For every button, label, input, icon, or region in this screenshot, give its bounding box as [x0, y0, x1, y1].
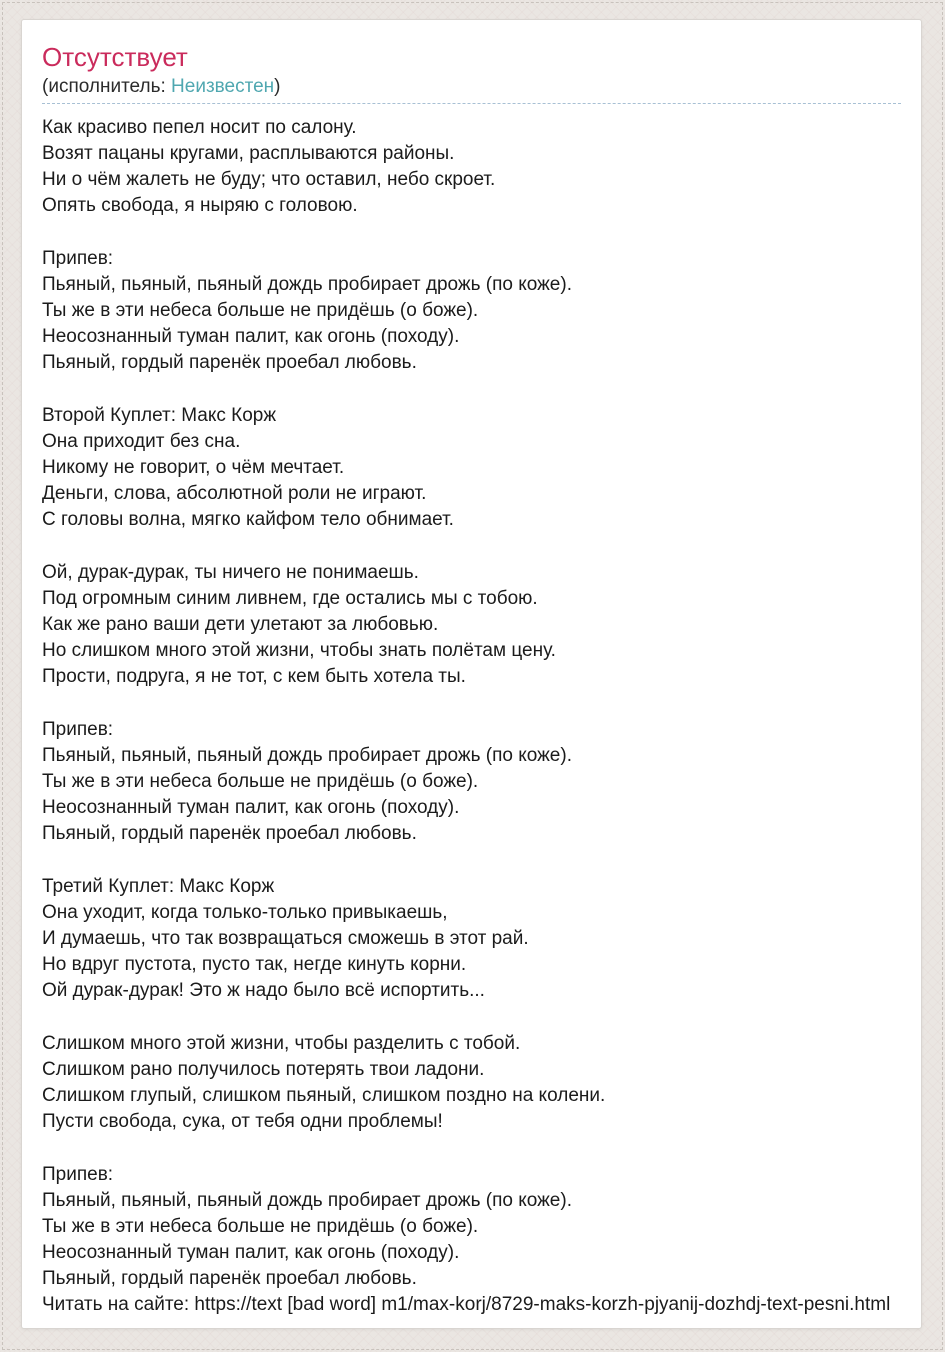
- lyrics-block-verse3b: [42, 1031, 901, 1135]
- lyrics-line: Неосознанный туман палит, как огонь (походу).: [42, 326, 460, 347]
- header-separator: [42, 103, 901, 104]
- lyrics-line: Ой дурак-дурак! Это ж надо было всё испортить...: [42, 980, 485, 1001]
- lyrics-line: Но слишком много этой жизни, чтобы знать полётам цену.: [42, 640, 556, 661]
- lyrics-line: Пьяный, пьяный, пьяный дождь пробирает дрожь (по коже).: [42, 745, 572, 766]
- lyrics-line: Возят пацаны кругами, расплываются районы.: [42, 143, 455, 164]
- lyrics-line: Опять свобода, я ныряю с головою.: [42, 195, 358, 216]
- lyrics-line: Деньги, слова, абсолютной роли не играют.: [42, 483, 427, 504]
- lyrics-line: Ой, дурак-дурак, ты ничего не понимаешь.: [42, 562, 419, 583]
- lyrics-line: Ты же в эти небеса больше не придёшь (о боже).: [42, 1216, 479, 1237]
- lyrics-block-chorus1: [42, 246, 901, 376]
- lyrics-line: Но вдруг пустота, пусто так, негде кинуть корни.: [42, 954, 467, 975]
- lyrics-block-chorus2: [42, 717, 901, 847]
- artist-link[interactable]: Неизвестен: [171, 76, 275, 97]
- lyrics-line: Как же рано ваши дети улетают за любовью.: [42, 614, 439, 635]
- lyrics-line: Пьяный, гордый паренёк проебал любовь.: [42, 1268, 417, 1289]
- lyrics-line: Неосознанный туман палит, как огонь (походу).: [42, 797, 460, 818]
- lyrics-block-verse2: [42, 403, 901, 533]
- lyrics-line: Никому не говорит, о чём мечтает.: [42, 457, 345, 478]
- lyrics-line: Ты же в эти небеса больше не придёшь (о боже).: [42, 300, 479, 321]
- lyrics-line: Прости, подруга, я не тот, с кем быть хотела ты.: [42, 666, 466, 687]
- artist-label-suffix: ): [274, 76, 281, 97]
- lyrics-line: Она уходит, когда только-только привыкаешь,: [42, 902, 448, 923]
- lyrics-line: Третий Куплет: Макс Корж: [42, 876, 275, 897]
- content-card: [21, 19, 922, 1329]
- lyrics-line: Припев:: [42, 719, 114, 740]
- page-title: Отсутствует: [42, 42, 188, 72]
- lyrics-block-verse3: [42, 874, 901, 1004]
- lyrics: [42, 115, 901, 1318]
- lyrics-line: Пьяный, гордый паренёк проебал любовь.: [42, 352, 417, 373]
- lyrics-line: Слишком рано получилось потерять твои ладони.: [42, 1059, 485, 1080]
- lyrics-line: Припев:: [42, 248, 114, 269]
- lyrics-line: Под огромным синим ливнем, где остались мы с тобою.: [42, 588, 538, 609]
- lyrics-line: С головы волна, мягко кайфом тело обнимает.: [42, 509, 454, 530]
- lyrics-line: Она приходит без сна.: [42, 431, 241, 452]
- lyrics-line: Ни о чём жалеть не буду; что оставил, небо скроет.: [42, 169, 496, 190]
- lyrics-block-verse1: [42, 115, 901, 219]
- lyrics-line: Второй Куплет: Макс Корж: [42, 405, 277, 426]
- lyrics-line: И думаешь, что так возвращаться сможешь в этот рай.: [42, 928, 529, 949]
- lyrics-line: Пьяный, гордый паренёк проебал любовь.: [42, 823, 417, 844]
- lyrics-line: Пьяный, пьяный, пьяный дождь пробирает дрожь (по коже).: [42, 1190, 572, 1211]
- lyrics-block-verse2b: [42, 560, 901, 690]
- lyrics-line: Неосознанный туман палит, как огонь (походу).: [42, 1242, 460, 1263]
- read-on-site-line: Читать на сайте: https://text [bad word] m1/max-korj/8729-maks-korzh-pjyanij-dozhdj-text-pesni.html: [42, 1294, 891, 1315]
- lyrics-line: Пьяный, пьяный, пьяный дождь пробирает дрожь (по коже).: [42, 274, 572, 295]
- lyrics-line: Припев:: [42, 1164, 114, 1185]
- lyrics-line: Пусти свобода, сука, от тебя одни проблемы!: [42, 1111, 443, 1132]
- lyrics-line: Слишком много этой жизни, чтобы разделить с тобой.: [42, 1033, 521, 1054]
- lyrics-block-chorus3: [42, 1162, 901, 1318]
- lyrics-line: Как красиво пепел носит по салону.: [42, 117, 357, 138]
- lyrics-line: Слишком глупый, слишком пьяный, слишком поздно на колени.: [42, 1085, 606, 1106]
- artist-label-prefix: (исполнитель:: [42, 76, 172, 97]
- lyrics-line: Ты же в эти небеса больше не придёшь (о боже).: [42, 771, 479, 792]
- artist-line: [42, 75, 901, 98]
